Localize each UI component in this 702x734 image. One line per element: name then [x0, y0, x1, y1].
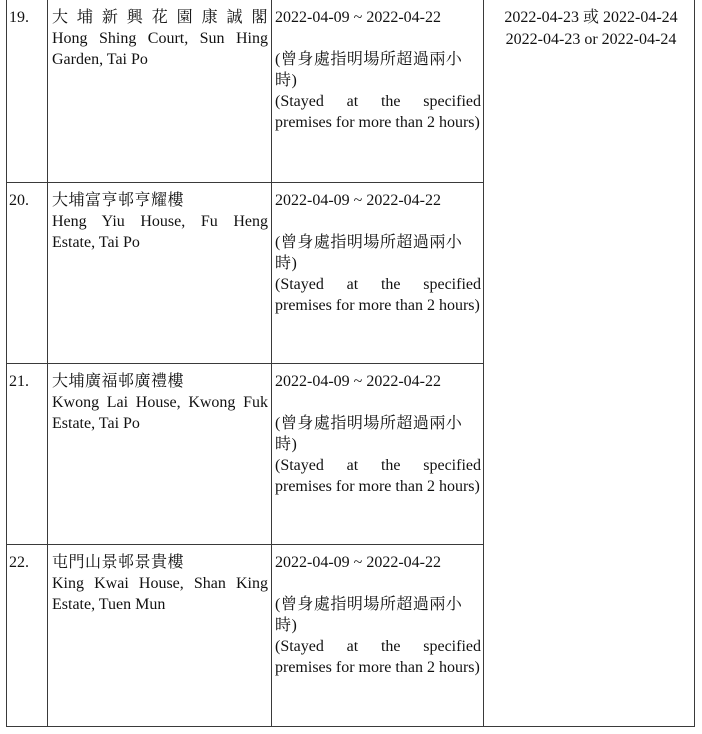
period-range: 2022-04-09 ~ 2022-04-22 [275, 9, 441, 26]
location-chinese: 大埔新興花園康誠閣 [52, 9, 268, 26]
location-chinese: 大埔廣福邨廣禮樓 [52, 372, 185, 390]
stay-note-chinese: (曾身處指明場所超過兩小時) [275, 595, 463, 634]
test-date-cell [484, 0, 695, 726]
location-english: Heng Yiu House, Fu Heng Estate, Tai Po [52, 212, 268, 251]
stay-note-chinese: (曾身處指明場所超過兩小時) [275, 51, 463, 89]
period-cell [272, 182, 484, 363]
stay-note-english: (Stayed at the specified premises for more than 2 hours) [275, 637, 481, 676]
period-cell [272, 544, 484, 726]
stay-note-english: (Stayed at the specified premises for more than 2 hours) [275, 93, 481, 131]
period-cell [272, 0, 484, 182]
location-cell [48, 544, 272, 726]
period-range: 2022-04-09 ~ 2022-04-22 [275, 191, 441, 209]
location-english: Hong Shing Court, Sun Hing Garden, Tai Po [52, 30, 268, 68]
stay-note-english: (Stayed at the specified premises for more than 2 hours) [275, 275, 481, 314]
row-number: 21. [7, 363, 48, 544]
period-range: 2022-04-09 ~ 2022-04-22 [275, 372, 441, 390]
test-date-english: 2022-04-23 or 2022-04-24 [505, 31, 677, 48]
row-number: 22. [7, 544, 48, 726]
stay-note-chinese: (曾身處指明場所超過兩小時) [275, 414, 463, 453]
row-number: 20. [7, 182, 48, 363]
location-cell [48, 0, 272, 182]
stay-note-chinese: (曾身處指明場所超過兩小時) [275, 233, 463, 272]
location-chinese: 大埔富亨邨亨耀樓 [52, 191, 185, 209]
location-chinese: 屯門山景邨景貴樓 [52, 553, 185, 571]
test-date-chinese: 2022-04-23 或 2022-04-24 [504, 9, 678, 26]
spacer [275, 211, 481, 232]
location-english: Kwong Lai House, Kwong Fuk Estate, Tai Po [52, 393, 268, 432]
stay-note-english: (Stayed at the specified premises for more than 2 hours) [275, 456, 481, 495]
location-english: King Kwai House, Shan King Estate, Tuen Mun [52, 574, 268, 613]
period-cell [272, 363, 484, 544]
period-range: 2022-04-09 ~ 2022-04-22 [275, 553, 441, 571]
spacer [275, 28, 481, 49]
row-number: 19. [7, 0, 48, 182]
spacer [275, 392, 481, 413]
location-cell [48, 182, 272, 363]
location-cell [48, 363, 272, 544]
specified-premises-table [6, 0, 695, 727]
spacer [275, 573, 481, 594]
table-row [7, 0, 695, 182]
notice-table-page [6, 0, 695, 734]
